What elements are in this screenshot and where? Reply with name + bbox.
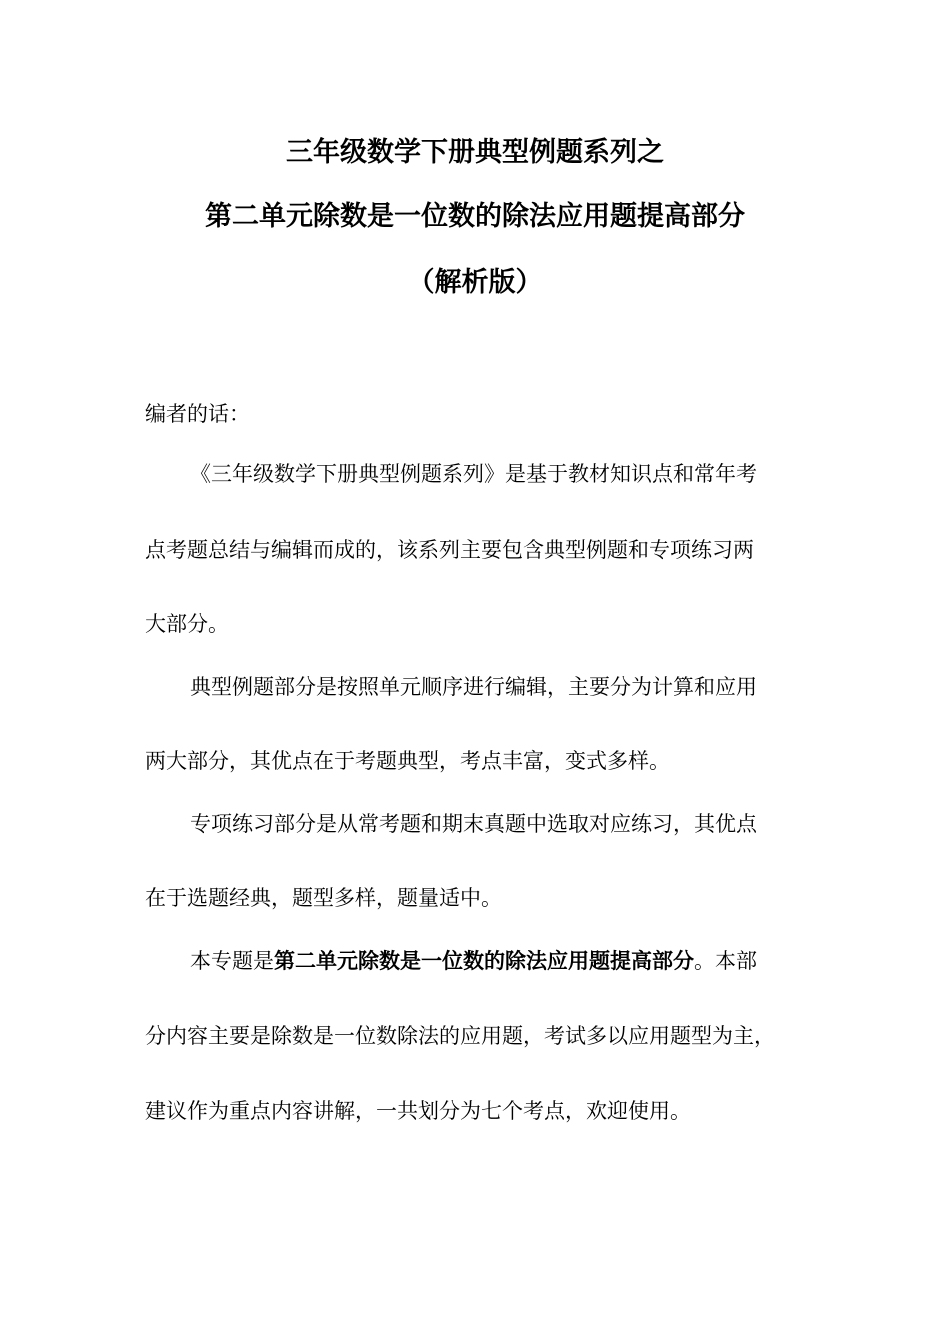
paragraph-4-prefix: 本专题是 xyxy=(190,949,274,973)
paragraph-1-line-1: 《三年级数学下册典型例题系列》是基于教材知识点和常年考 xyxy=(190,462,757,486)
paragraph-2-line-2: 两大部分，其优点在于考题典型，考点丰富，变式多样。 xyxy=(145,749,670,773)
topic-highlight: 第二单元除数是一位数的除法应用题提高部分 xyxy=(274,949,694,973)
paragraph-3-line-2: 在于选题经典，题型多样，题量适中。 xyxy=(145,886,502,910)
title-line-2: 第二单元除数是一位数的除法应用题提高部分 xyxy=(205,201,745,232)
paragraph-4-line-2: 分内容主要是除数是一位数除法的应用题，考试多以应用题型为主， xyxy=(145,1024,775,1048)
paragraph-4-line-3: 建议作为重点内容讲解，一共划分为七个考点，欢迎使用。 xyxy=(145,1099,691,1123)
paragraph-1-line-2: 点考题总结与编辑而成的，该系列主要包含典型例题和专项练习两 xyxy=(145,538,754,562)
paragraph-3-line-1: 专项练习部分是从常考题和期末真题中选取对应练习，其优点 xyxy=(190,812,757,836)
title-line-3: （解析版） xyxy=(407,267,543,298)
paragraph-4-line-1 xyxy=(190,947,870,975)
preface-heading: 编者的话： xyxy=(145,402,250,426)
paragraph-4-suffix: 。本部 xyxy=(694,949,757,973)
title-line-1: 三年级数学下册典型例题系列之 xyxy=(286,137,664,168)
paragraph-1-line-3: 大部分。 xyxy=(145,612,229,636)
paragraph-2-line-1: 典型例题部分是按照单元顺序进行编辑，主要分为计算和应用 xyxy=(190,675,757,699)
